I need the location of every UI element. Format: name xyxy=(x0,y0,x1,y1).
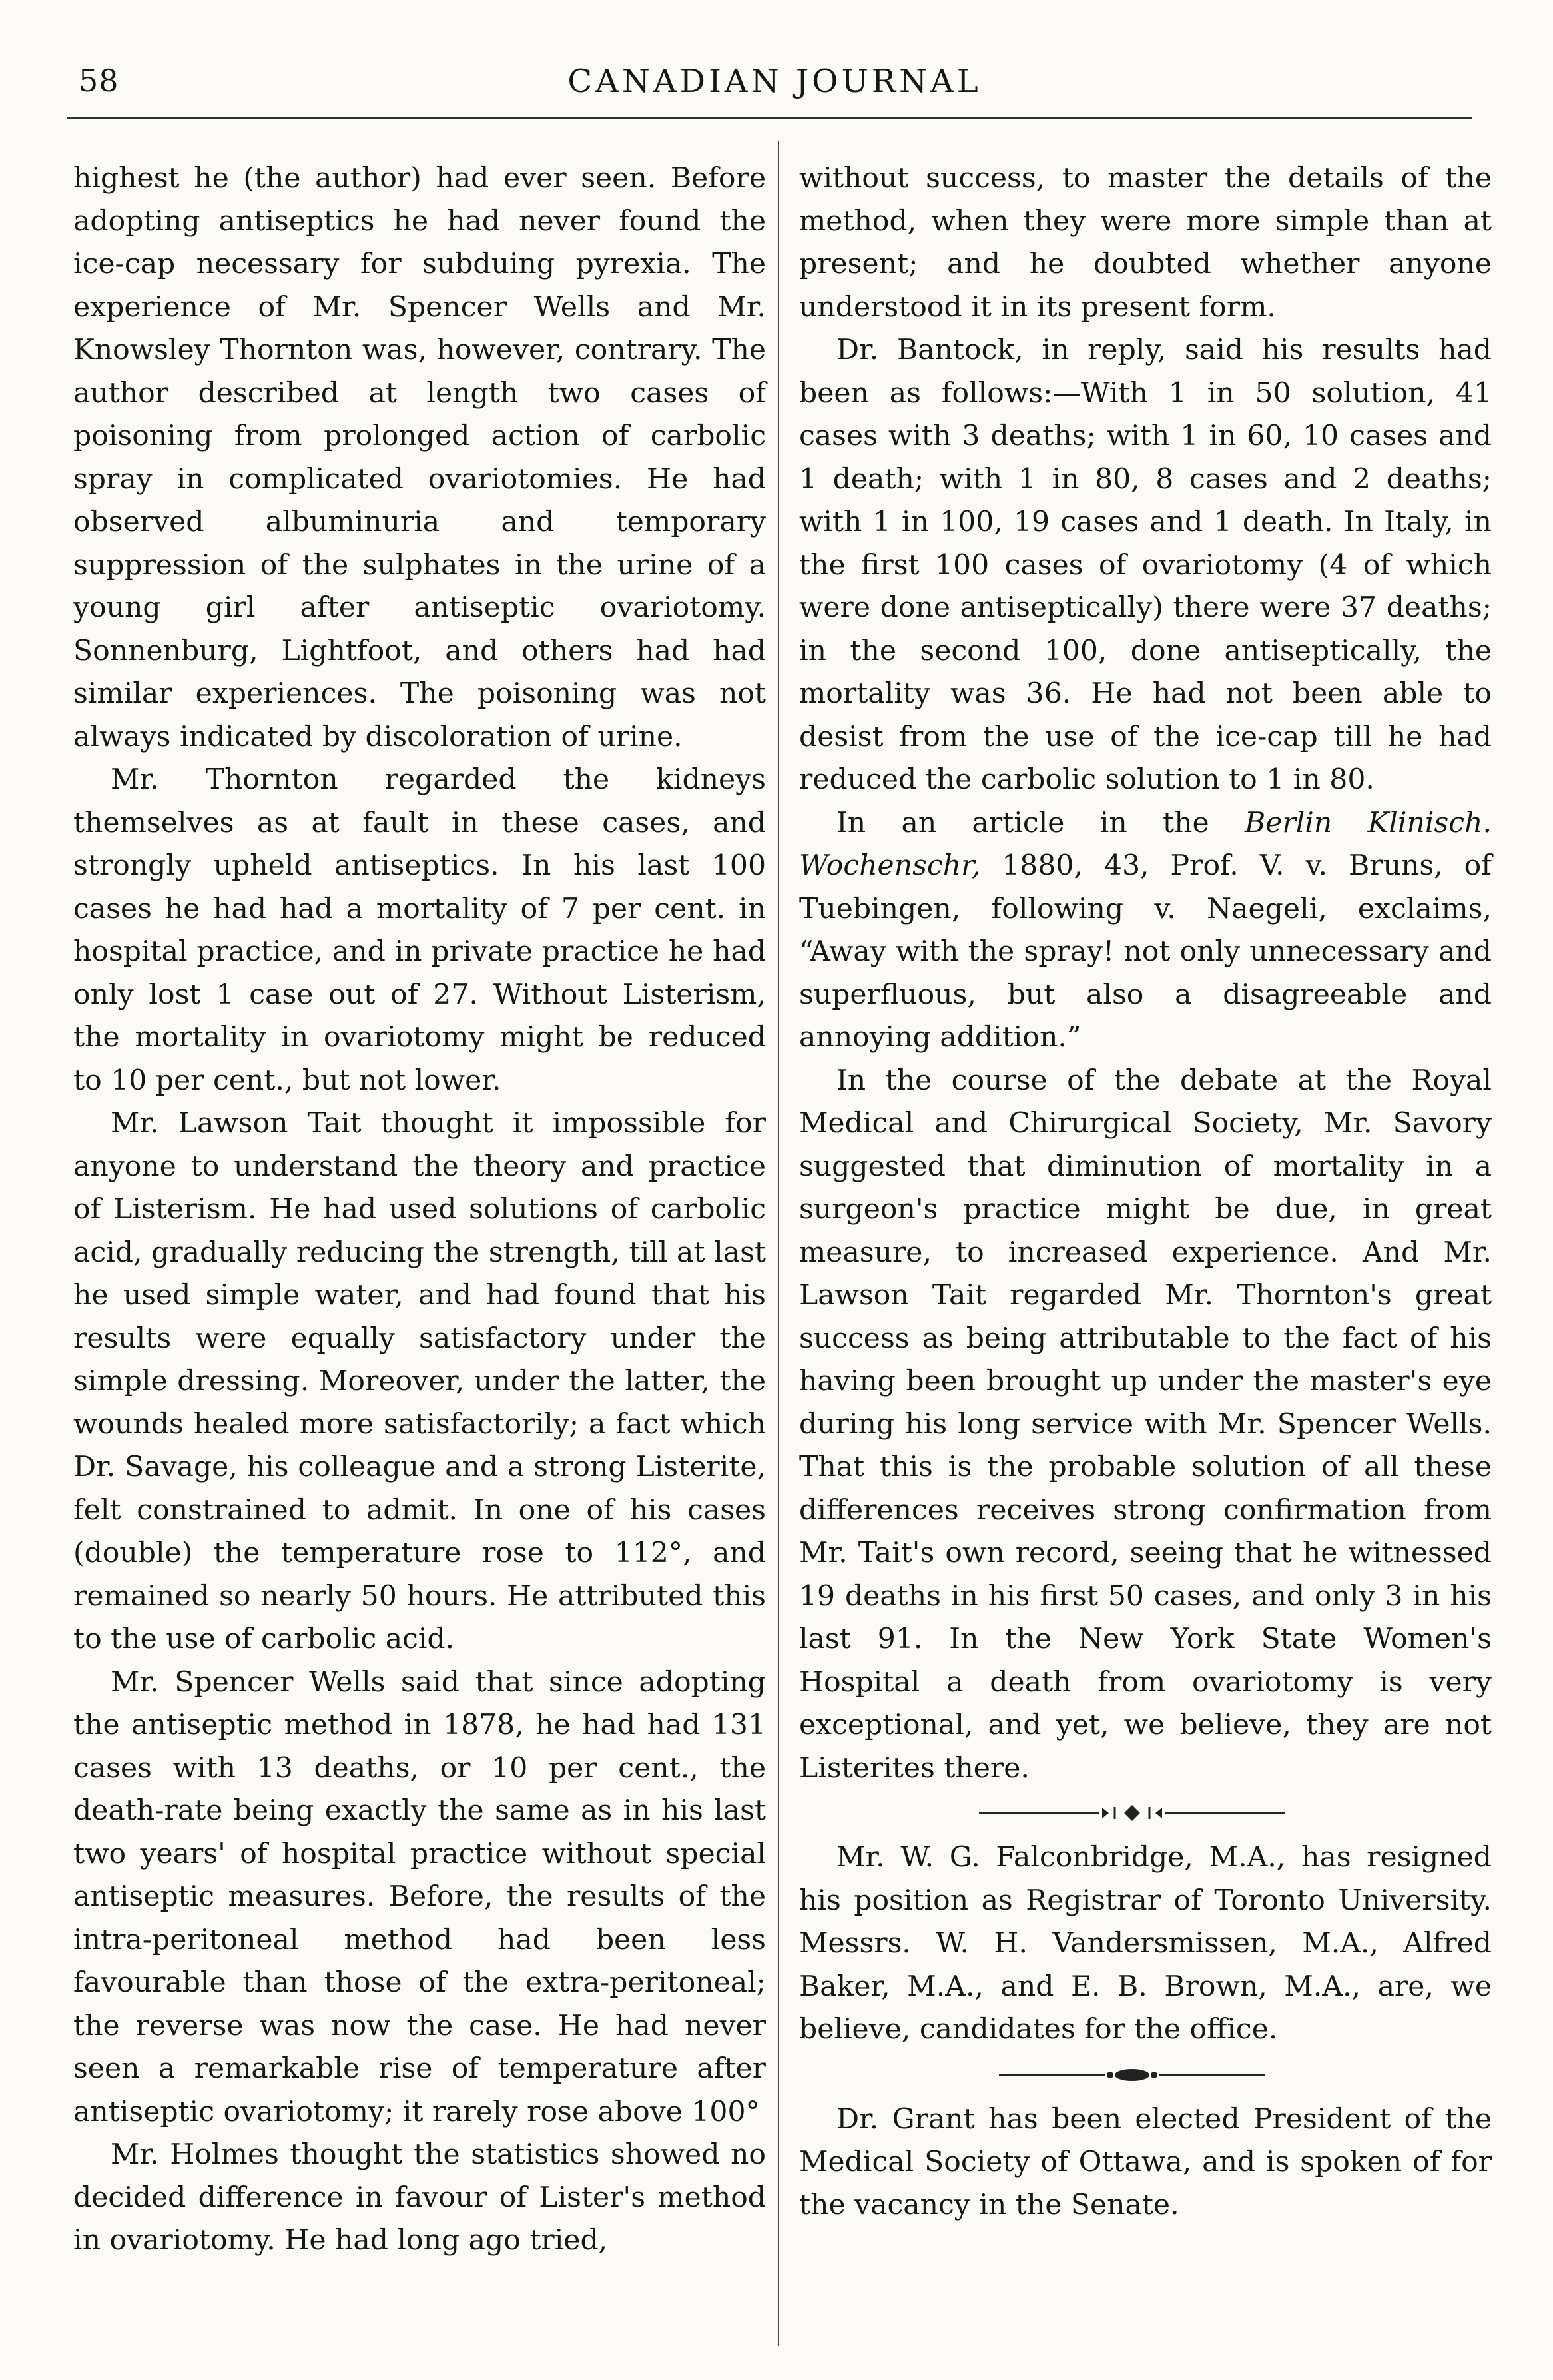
paragraph-text: 1880, 43, Prof. V. v. Bruns, of Tuebingen, following v. Naegeli, exclaims, “Away with the spray! not only unnecessary and superfluous, but also a disagreeable and annoying addition.” xyxy=(799,849,1492,1054)
notice-paragraph: Dr. Grant has been elected President of the Medical Society of Ottawa, and is spoken of for the vacancy in the Senate. xyxy=(799,2102,1492,2221)
paragraph: Dr. Bantock, in reply, said his results had been as follows:—With 1 in 50 solution, 41 cases with 3 deaths; with 1 in 60, 10 cases and 1 death; with 1 in 80, 8 cases and 2 deaths; with 1 in 100, 19 cases and 1 death. In Italy, in the first 100 cases of ovariotomy (4 of which were done antiseptically) there were 37 deaths; in the second 100, done antiseptically, the mortality was 36. He had not been able to desist from the use of the ice-cap till he had reduced the carbolic solution to 1 in 80. xyxy=(799,334,1492,796)
section-ornament xyxy=(799,2052,1492,2098)
ornament-divider-icon xyxy=(972,1802,1292,1824)
journal-title: Berlin Klinisch. Wochenschr, xyxy=(799,806,1492,882)
header-rule xyxy=(67,117,1472,119)
paragraph: Mr. Holmes thought the statistics showed no decided difference in favour of Lister's method in ovariotomy. He had long ago tried, xyxy=(73,2138,766,2257)
paragraph: Mr. Spencer Wells said that since adopting the antiseptic method in 1878, he had had 131 cases with 13 deaths, or 10 per cent., the death-rate being exactly the same as in his last two years' of hospital practice without special antiseptic measures. Before, the results of the intra-peritoneal method had been less favourable than those of the extra-peritoneal; the reverse was now the case. He had never seen a remarkable rise of temperature after antiseptic ovariotomy; it rarely rose above 100° xyxy=(73,1665,766,2128)
paragraph xyxy=(799,802,1492,1060)
paragraph: In the course of the debate at the Royal Medical and Chirurgical Society, Mr. Savory suggested that diminution of mortality in a surgeon's practice might be due, in great measure, to increased experience. And Mr. Lawson Tait regarded Mr. Thornton's great success as being attributable to the fact of his having been brought up under the master's eye during his long service with Mr. Spencer Wells. That this is the probable solution of all these differences receives strong confirmation from Mr. Tait's own record, seeing that he witnessed 19 deaths in his first 50 cases, and only 3 in his last 91. In the New York State Women's Hospital a death from ovariotomy is very exceptional, and yet, we believe, they are not Listerites there. xyxy=(799,1064,1492,1785)
notice-paragraph: Mr. W. G. Falconbridge, M.A., has resigned his position as Registrar of Toronto University. Messrs. W. H. Vandersmissen, M.A., Alfred Baker, M.A., and E. B. Brown, M.A., are, we believe, candidates for the office. xyxy=(799,1841,1492,2046)
paragraph: Mr. Thornton regarded the kidneys themselves as at fault in these cases, and strongly upheld antiseptics. In his last 100 cases he had had a mortality of 7 per cent. in hospital practice, and in private practice he had only lost 1 case out of 27. Without Listerism, the mortality in ovariotomy might be reduced to 10 per cent., but not lower. xyxy=(73,763,766,1097)
page-number: 58 xyxy=(79,63,119,99)
column-divider xyxy=(778,141,779,2346)
paragraph: highest he (the author) had ever seen. Before adopting antiseptics he had never found the ice-cap necessary for subduing pyrexia. The experience of Mr. Spencer Wells and Mr. Knowsley Thornton was, however, contrary. The author described at length two cases of poisoning from prolonged action of carbolic spray in complicated ovariotomies. He had observed albuminuria and temporary suppression of the sulphates in the urine of a young girl after antiseptic ovariotomy. Sonnenburg, Lightfoot, and others had had similar experiences. The poisoning was not always indicated by discoloration of urine. xyxy=(73,162,766,753)
page-header xyxy=(59,59,1490,112)
paragraph: Mr. Lawson Tait thought it impossible for anyone to understand the theory and practice of Listerism. He had used solutions of carbolic acid, gradually reducing the strength, till at last he used simple water, and had found that his results were equally satisfactory under the simple dressing. Moreover, under the latter, the wounds healed more satisfactorily; a fact which Dr. Savage, his colleague and a strong Listerite, felt constrained to admit. In one of his cases (double) the temperature rose to 112°, and remained so nearly 50 hours. He attributed this to the use of carbolic acid. xyxy=(73,1107,766,1655)
left-column xyxy=(73,157,766,2263)
ornament-divider-icon xyxy=(972,2064,1292,2086)
right-column xyxy=(799,157,1492,2227)
running-title: CANADIAN JOURNAL xyxy=(567,63,982,100)
paragraph: without success, to master the details of the method, when they were more simple than at present; and he doubted whether anyone understood it in its present form. xyxy=(799,162,1492,324)
section-ornament xyxy=(799,1790,1492,1836)
paragraph-text: In an article in the xyxy=(836,806,1245,839)
